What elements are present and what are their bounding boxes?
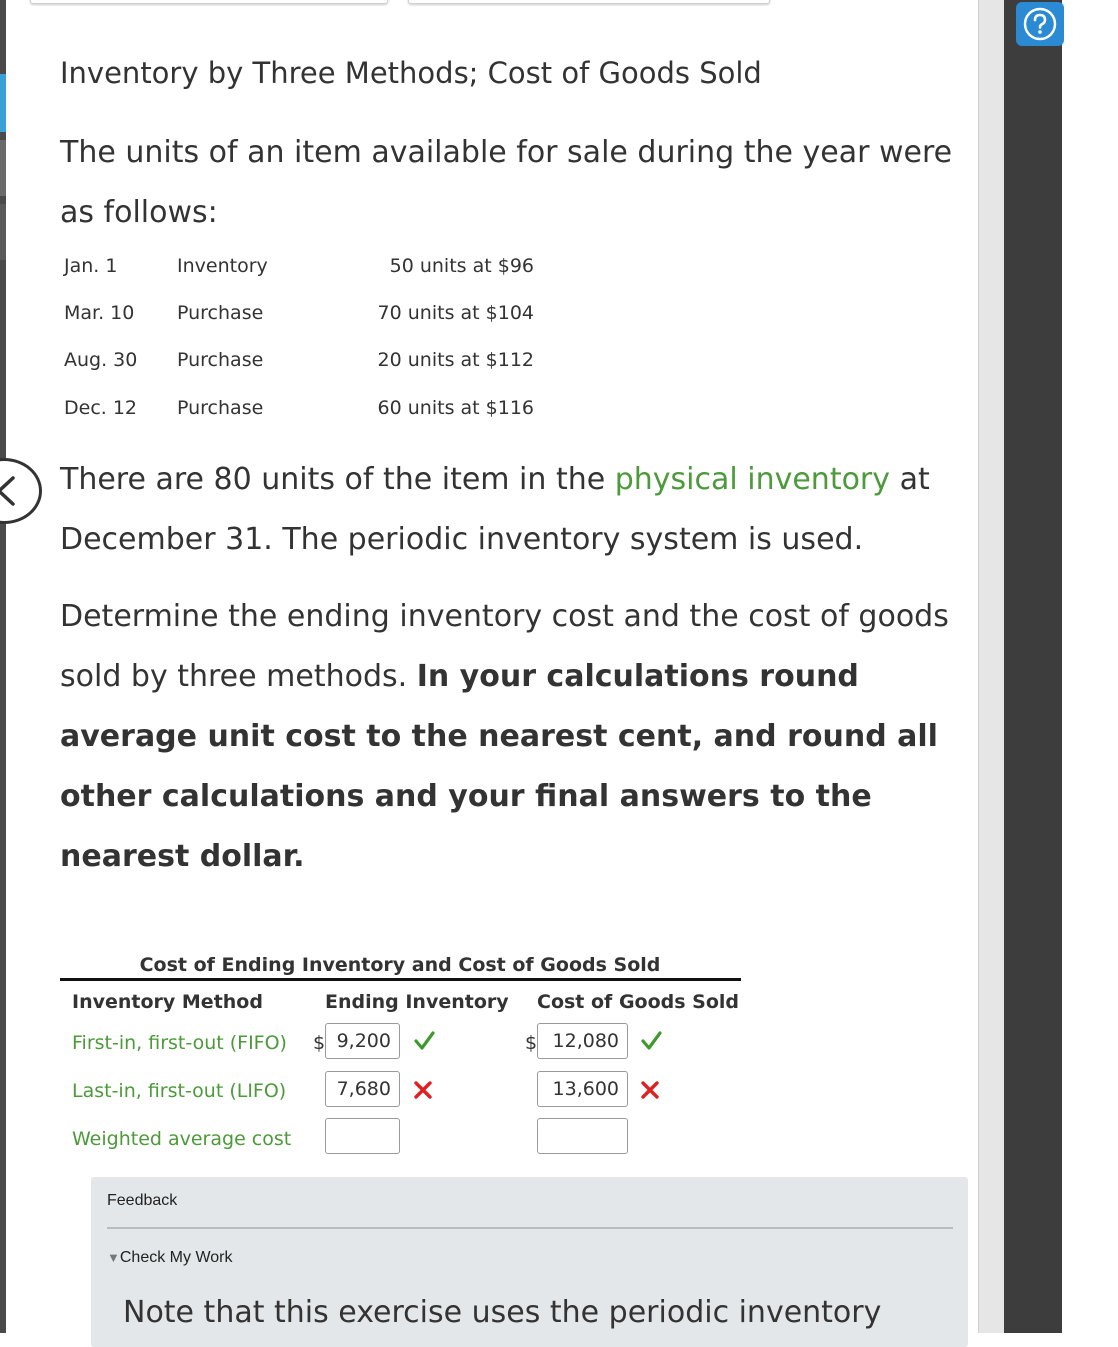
physical-inventory-text: [60, 450, 965, 570]
feedback-divider: [107, 1227, 953, 1229]
row-label-lifo: Last-in, first-out (LIFO): [72, 1080, 287, 1102]
x-mark-icon: [412, 1079, 434, 1101]
currency-symbol: $: [313, 1032, 326, 1054]
currency-symbol: $: [525, 1032, 538, 1054]
instructions-bold: In your calculations round average unit cost to the nearest cent, and round all other calculations and your final answers to the nearest dollar.: [60, 659, 938, 874]
check-my-work-toggle[interactable]: [107, 1249, 232, 1267]
header-cost-of-goods-sold: Cost of Goods Sold: [537, 991, 740, 1013]
checkmark-icon: [413, 1030, 435, 1052]
header-ending-inventory: Ending Inventory: [325, 991, 509, 1013]
instructions-plain: Determine the ending inventory cost and the cost of goods sold by three methods.: [60, 599, 949, 694]
purchase-date: Jan. 1: [64, 255, 118, 277]
purchase-type: Inventory: [177, 255, 268, 277]
physical-text-after: at December 31. The periodic inventory system is used.: [60, 462, 930, 557]
chevron-left-icon: [0, 474, 19, 508]
instructions-text: [60, 587, 965, 887]
purchase-type: Purchase: [177, 349, 264, 371]
purchase-amount: 60 units at $116: [377, 397, 534, 419]
purchase-row: [64, 255, 534, 295]
help-icon: [1022, 6, 1058, 42]
purchase-amount: 70 units at $104: [377, 302, 534, 324]
fifo-ending-inventory-input[interactable]: 9,200: [325, 1023, 400, 1059]
lifo-ending-inventory-input[interactable]: 7,680: [325, 1071, 400, 1107]
purchase-date: Mar. 10: [64, 302, 135, 324]
physical-text-before: There are 80 units of the item in the: [60, 462, 615, 497]
answer-table-rule: [60, 978, 741, 981]
help-button[interactable]: [1016, 2, 1064, 46]
row-label-weighted-average: Weighted average cost: [72, 1128, 292, 1150]
weighted-ending-inventory-input[interactable]: [325, 1118, 400, 1154]
row-label-fifo: First-in, first-out (FIFO): [72, 1032, 287, 1054]
purchase-date: Aug. 30: [64, 349, 138, 371]
check-my-work-label: Check My Work: [119, 1249, 233, 1266]
right-side-panel: [1004, 0, 1062, 1333]
purchase-row: [64, 397, 534, 437]
intro-text: The units of an item available for sale during the year were as follows:: [60, 135, 953, 230]
right-scroll-gutter[interactable]: [978, 0, 1005, 1333]
page-title: Inventory by Three Methods; Cost of Goods Sold: [60, 56, 762, 90]
fifo-cogs-input[interactable]: 12,080: [537, 1023, 628, 1059]
purchase-amount: 50 units at $96: [389, 255, 534, 277]
left-tab[interactable]: [0, 204, 6, 260]
purchase-row: [64, 349, 534, 389]
header-inventory-method: Inventory Method: [72, 991, 263, 1013]
lifo-cogs-input[interactable]: 13,600: [537, 1071, 628, 1107]
collapse-button[interactable]: [0, 458, 42, 524]
feedback-note: Note that this exercise uses the periodic inventory: [123, 1295, 882, 1330]
purchase-date: Dec. 12: [64, 397, 138, 419]
feedback-title: Feedback: [107, 1192, 178, 1209]
weighted-cogs-input[interactable]: [537, 1118, 628, 1154]
feedback-panel: [91, 1177, 968, 1347]
x-mark-icon: [639, 1079, 661, 1101]
purchase-row: [64, 302, 534, 342]
answer-table-title: Cost of Ending Inventory and Cost of Goods Sold: [139, 954, 661, 976]
physical-inventory-link[interactable]: physical inventory: [614, 462, 891, 497]
left-tab-blue[interactable]: [0, 74, 6, 132]
purchase-type: Purchase: [177, 302, 264, 324]
left-tab[interactable]: [0, 140, 6, 196]
top-tab-fragment[interactable]: [408, 0, 770, 4]
right-edge: [1062, 0, 1118, 1333]
triangle-down-icon: ▼: [107, 1250, 120, 1265]
purchase-amount: 20 units at $112: [377, 349, 534, 371]
top-tab-fragment[interactable]: [30, 0, 388, 4]
checkmark-icon: [640, 1030, 662, 1052]
left-rail: [0, 0, 6, 1333]
purchase-type: Purchase: [177, 397, 264, 419]
